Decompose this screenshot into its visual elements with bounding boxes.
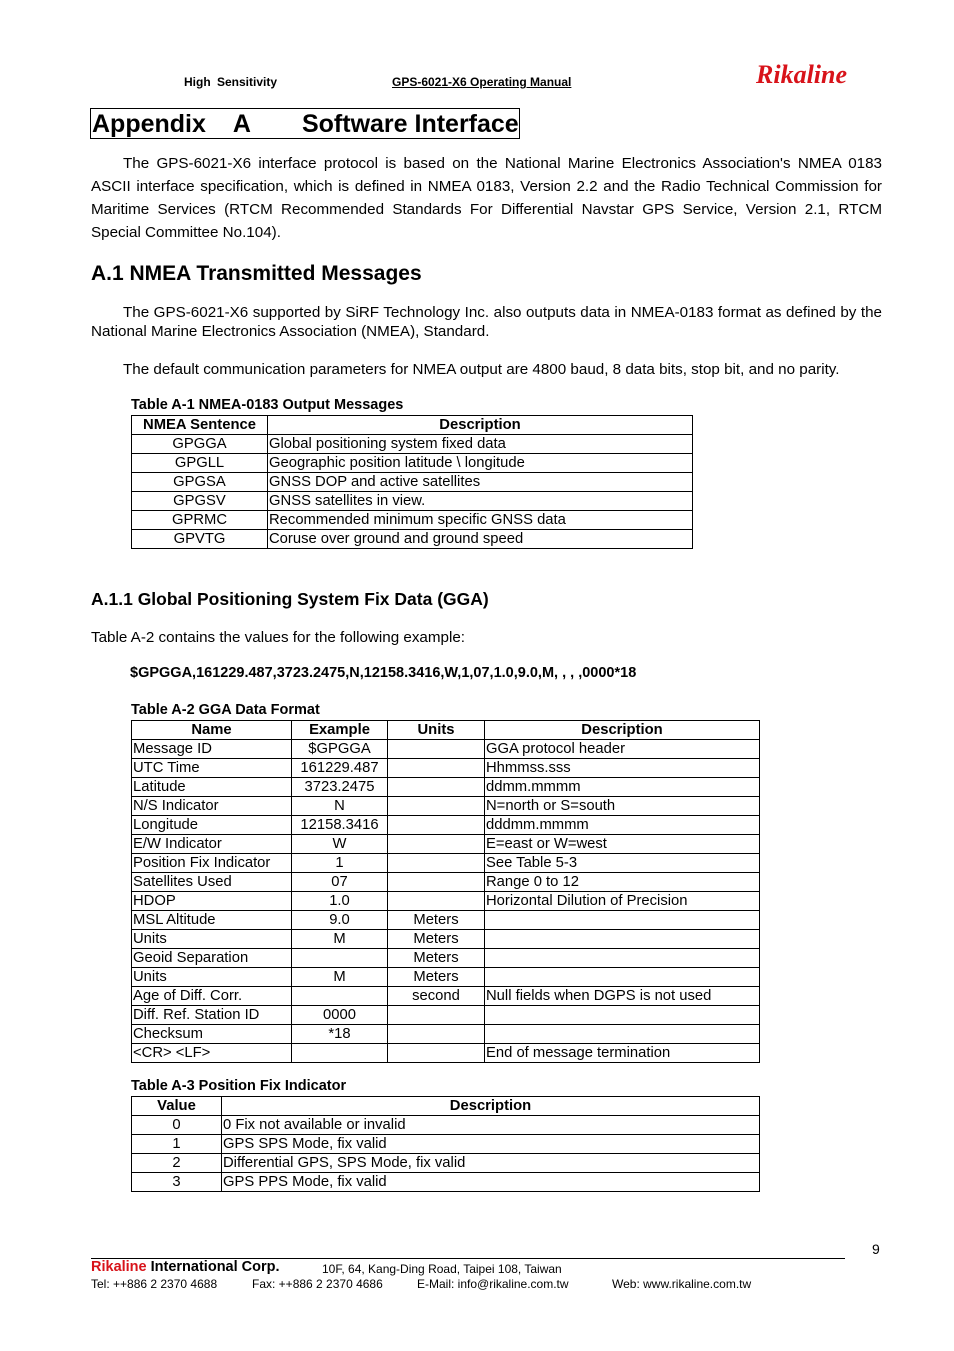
table-cell: Age of Diff. Corr. xyxy=(132,987,292,1006)
table-cell xyxy=(388,778,485,797)
table-row xyxy=(132,511,693,530)
table-a3-header-row xyxy=(132,1097,760,1116)
table-cell xyxy=(388,854,485,873)
table-cell: GPGSA xyxy=(132,473,268,492)
table-cell: Range 0 to 12 xyxy=(485,873,760,892)
footer-email: E-Mail: info@rikaline.com.tw xyxy=(417,1277,569,1291)
table-cell: GPGSV xyxy=(132,492,268,511)
table-cell: GPS SPS Mode, fix valid xyxy=(222,1135,760,1154)
table-a1-caption: Table A-1 NMEA-0183 Output Messages xyxy=(131,397,404,413)
table-cell xyxy=(388,1044,485,1063)
table-cell: Global positioning system fixed data xyxy=(268,435,693,454)
table-row xyxy=(132,854,760,873)
table-cell: E/W Indicator xyxy=(132,835,292,854)
table-cell xyxy=(485,911,760,930)
table-row xyxy=(132,1173,760,1192)
table-row xyxy=(132,1116,760,1135)
table-a2-header-row xyxy=(132,721,760,740)
table-row xyxy=(132,968,760,987)
table-a3-caption: Table A-3 Position Fix Indicator xyxy=(131,1078,347,1094)
table-cell: <CR> <LF> xyxy=(132,1044,292,1063)
table-cell xyxy=(388,892,485,911)
table-cell xyxy=(388,1006,485,1025)
table-cell: GNSS satellites in view. xyxy=(268,492,693,511)
footer-company-suffix: International Corp. xyxy=(146,1259,280,1275)
table-cell: N=north or S=south xyxy=(485,797,760,816)
section-a11-heading: A.1.1 Global Positioning System Fix Data (GGA) xyxy=(91,589,489,609)
table-cell: GPGGA xyxy=(132,435,268,454)
table-cell: GPVTG xyxy=(132,530,268,549)
table-cell: Units xyxy=(132,930,292,949)
table-cell: 1 xyxy=(292,854,388,873)
table-cell: 0 xyxy=(132,1116,222,1135)
table-cell: GNSS DOP and active satellites xyxy=(268,473,693,492)
table-cell: Geographic position latitude \ longitude xyxy=(268,454,693,473)
table-cell: UTC Time xyxy=(132,759,292,778)
table-row xyxy=(132,816,760,835)
table-a3-header-description: Description xyxy=(222,1097,760,1116)
table-cell: *18 xyxy=(292,1025,388,1044)
table-cell: 161229.487 xyxy=(292,759,388,778)
table-cell: Meters xyxy=(388,930,485,949)
table-row xyxy=(132,1154,760,1173)
table-cell: Hhmmss.sss xyxy=(485,759,760,778)
table-cell: Position Fix Indicator xyxy=(132,854,292,873)
table-cell xyxy=(292,987,388,1006)
table-row xyxy=(132,911,760,930)
table-row xyxy=(132,473,693,492)
table-a2-caption: Table A-2 GGA Data Format xyxy=(131,702,320,718)
table-cell: M xyxy=(292,968,388,987)
table-cell: dddmm.mmmm xyxy=(485,816,760,835)
table-cell: GGA protocol header xyxy=(485,740,760,759)
table-a1-header-description: Description xyxy=(268,416,693,435)
table-row xyxy=(132,930,760,949)
footer-company-name xyxy=(91,1259,280,1275)
table-cell: Message ID xyxy=(132,740,292,759)
table-cell: M xyxy=(292,930,388,949)
table-cell: Null fields when DGPS is not used xyxy=(485,987,760,1006)
gga-example-sentence: $GPGGA,161229.487,3723.2475,N,12158.3416,W,1,07,1.0,9.0,M, , , ,0000*18 xyxy=(130,665,637,681)
table-row xyxy=(132,530,693,549)
table-a2-header-name: Name xyxy=(132,721,292,740)
section-a1-paragraph-2: The default communication parameters for NMEA output are 4800 baud, 8 data bits, stop bit, and no parity. xyxy=(123,361,840,378)
table-row xyxy=(132,1135,760,1154)
appendix-letter: A xyxy=(232,110,251,138)
table-cell: N/S Indicator xyxy=(132,797,292,816)
table-cell: 1 xyxy=(132,1135,222,1154)
table-cell: Differential GPS, SPS Mode, fix valid xyxy=(222,1154,760,1173)
section-a1-heading: A.1 NMEA Transmitted Messages xyxy=(91,262,422,285)
table-cell: MSL Altitude xyxy=(132,911,292,930)
table-a3 xyxy=(131,1096,760,1192)
footer-contacts xyxy=(91,1277,791,1293)
table-row xyxy=(132,835,760,854)
table-cell: 0 Fix not available or invalid xyxy=(222,1116,760,1135)
table-cell: Meters xyxy=(388,968,485,987)
table-cell: Units xyxy=(132,968,292,987)
table-cell: HDOP xyxy=(132,892,292,911)
table-cell: 0000 xyxy=(292,1006,388,1025)
table-cell: E=east or W=west xyxy=(485,835,760,854)
table-cell: N xyxy=(292,797,388,816)
table-cell: Coruse over ground and ground speed xyxy=(268,530,693,549)
table-cell: second xyxy=(388,987,485,1006)
table-cell: $GPGGA xyxy=(292,740,388,759)
appendix-name: Software Interface xyxy=(301,110,519,138)
header-left-text: High Sensitivity xyxy=(184,75,278,89)
table-cell: Longitude xyxy=(132,816,292,835)
table-a2-header-units: Units xyxy=(388,721,485,740)
table-cell xyxy=(388,835,485,854)
footer-fax: Fax: ++886 2 2370 4686 xyxy=(252,1277,383,1291)
table-cell xyxy=(388,1025,485,1044)
table-row xyxy=(132,949,760,968)
table-cell: GPRMC xyxy=(132,511,268,530)
table-cell: 3 xyxy=(132,1173,222,1192)
table-cell: ddmm.mmmm xyxy=(485,778,760,797)
table-a3-header-value: Value xyxy=(132,1097,222,1116)
table-cell: Satellites Used xyxy=(132,873,292,892)
footer-tel: Tel: ++886 2 2370 4688 xyxy=(91,1277,218,1291)
table-row xyxy=(132,778,760,797)
footer-address: 10F, 64, Kang-Ding Road, Taipei 108, Taiwan xyxy=(322,1262,562,1276)
footer-web[interactable]: Web: www.rikaline.com.tw xyxy=(612,1277,752,1291)
table-cell: GPS PPS Mode, fix valid xyxy=(222,1173,760,1192)
table-row xyxy=(132,454,693,473)
section-a1-paragraph-1: The GPS-6021-X6 supported by SiRF Technology Inc. also outputs data in NMEA-0183 format as defined by the National Marine Electronics Association (NMEA), Standard. xyxy=(91,304,882,340)
table-cell: 3723.2475 xyxy=(292,778,388,797)
table-row xyxy=(132,1025,760,1044)
table-cell: 1.0 xyxy=(292,892,388,911)
table-cell xyxy=(485,930,760,949)
table-cell xyxy=(388,797,485,816)
table-a1 xyxy=(131,415,693,549)
table-a2-header-example: Example xyxy=(292,721,388,740)
header-manual-title: GPS-6021-X6 Operating Manual xyxy=(392,75,572,89)
table-cell xyxy=(485,1006,760,1025)
rikaline-logo: Rikaline xyxy=(756,60,848,89)
table-cell xyxy=(292,1044,388,1063)
table-row xyxy=(132,435,693,454)
page-number: 9 xyxy=(872,1241,880,1257)
table-row xyxy=(132,759,760,778)
section-a11-paragraph: Table A-2 contains the values for the following example: xyxy=(91,629,465,646)
table-row xyxy=(132,987,760,1006)
appendix-title xyxy=(90,108,520,139)
table-a1-header-row xyxy=(132,416,693,435)
table-cell: Meters xyxy=(388,949,485,968)
table-cell: Meters xyxy=(388,911,485,930)
table-cell: Horizontal Dilution of Precision xyxy=(485,892,760,911)
table-row xyxy=(132,873,760,892)
table-cell: See Table 5-3 xyxy=(485,854,760,873)
table-cell: Diff. Ref. Station ID xyxy=(132,1006,292,1025)
table-cell xyxy=(485,968,760,987)
table-cell: Latitude xyxy=(132,778,292,797)
table-cell xyxy=(485,1025,760,1044)
table-cell: 9.0 xyxy=(292,911,388,930)
table-cell xyxy=(292,949,388,968)
table-cell xyxy=(485,949,760,968)
table-row xyxy=(132,1044,760,1063)
table-cell: Geoid Separation xyxy=(132,949,292,968)
table-cell xyxy=(388,816,485,835)
table-cell xyxy=(388,873,485,892)
table-cell: 2 xyxy=(132,1154,222,1173)
table-cell: Checksum xyxy=(132,1025,292,1044)
table-cell xyxy=(388,759,485,778)
intro-paragraph: The GPS-6021-X6 interface protocol is based on the National Marine Electronics Association's NMEA 0183 ASCII interface specification, which is defined in NMEA 0183, Version 2.2 and the Radio Technical Commission for Maritime Services (RTCM Recommended Standards For Differential Navstar GPS Service, Version 2.1, RTCM Special Committee No.104). xyxy=(91,155,882,241)
appendix-label: Appendix xyxy=(92,110,206,138)
table-row xyxy=(132,492,693,511)
footer-company-brand: Rikaline xyxy=(91,1259,147,1275)
table-cell xyxy=(388,740,485,759)
table-cell: GPGLL xyxy=(132,454,268,473)
table-cell: End of message termination xyxy=(485,1044,760,1063)
table-cell: Recommended minimum specific GNSS data xyxy=(268,511,693,530)
table-cell: 12158.3416 xyxy=(292,816,388,835)
table-a1-header-sentence: NMEA Sentence xyxy=(132,416,268,435)
table-a2 xyxy=(131,720,760,1063)
table-row xyxy=(132,740,760,759)
table-row xyxy=(132,797,760,816)
table-cell: 07 xyxy=(292,873,388,892)
table-a2-header-description: Description xyxy=(485,721,760,740)
table-row xyxy=(132,892,760,911)
table-cell: W xyxy=(292,835,388,854)
table-row xyxy=(132,1006,760,1025)
